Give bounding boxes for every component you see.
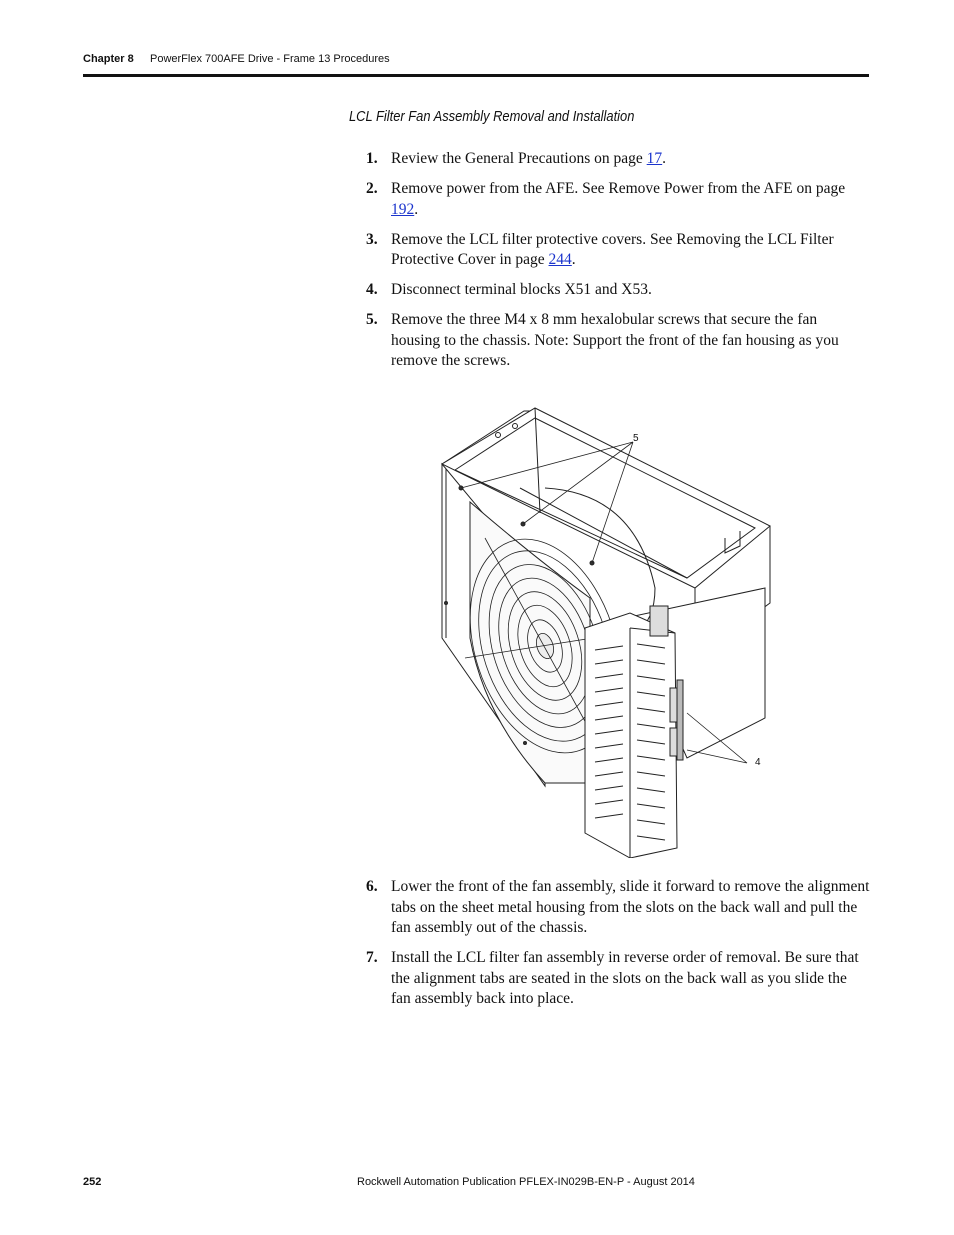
running-header <box>83 53 390 65</box>
step-7 <box>366 948 870 1010</box>
step-number: 5. <box>366 311 378 328</box>
callout-terminal-blocks: 4 <box>755 757 761 768</box>
procedure-steps-after-figure <box>366 877 870 1019</box>
header-rule <box>83 74 869 77</box>
section-title: LCL Filter Fan Assembly Removal and Installation <box>349 108 635 125</box>
publication-info: Rockwell Automation Publication PFLEX-IN029B-EN-P - August 2014 <box>357 1176 695 1188</box>
page-link[interactable]: 17 <box>646 150 663 167</box>
step-number: 3. <box>366 230 378 248</box>
page-number: 252 <box>83 1176 102 1188</box>
step-number: 1. <box>366 150 378 167</box>
callout-screws: 5 <box>633 433 639 444</box>
step-4 <box>366 280 870 301</box>
step-text: Remove the LCL filter protective covers. See Removing the LCL Filter Protective Cover in page <box>391 230 834 268</box>
page-link[interactable]: 244 <box>548 251 572 268</box>
step-text: Remove power from the AFE. See Remove Power from the AFE on page <box>391 180 846 197</box>
step-number: 2. <box>366 180 378 197</box>
step-text: Disconnect terminal blocks X51 and X53. <box>391 281 652 298</box>
step-number: 7. <box>366 949 378 966</box>
step-text: Install the LCL filter fan assembly in reverse order of removal. Be sure that the alignment tabs are seated in the slots on the back wall as you slide the fan assembly back into place. <box>391 949 859 1007</box>
step-1: 1. Review the General Precautions on page 17. <box>366 149 870 170</box>
step-number: 4. <box>366 281 378 298</box>
step-text: Lower the front of the fan assembly, slide it forward to remove the alignment tabs on the sheet metal housing from the slots on the back wall and pull the fan assembly out of the chassis. <box>391 878 870 936</box>
step-6 <box>366 877 870 939</box>
step-text: Remove the three M4 x 8 mm hexalobular screws that secure the fan housing to the chassis. Note: Support the front of the fan housing as you remove the screws. <box>391 311 839 369</box>
page-link[interactable]: 192 <box>391 200 415 218</box>
fan-assembly-illustration <box>425 388 775 858</box>
step-number: 6. <box>366 878 378 895</box>
step-text: Review the General Precautions on page <box>391 150 647 167</box>
step-5 <box>366 310 870 372</box>
step-2: 2. Remove power from the AFE. See Remove Power from the AFE on page 192. <box>366 180 846 218</box>
chapter-title: PowerFlex 700AFE Drive - Frame 13 Procedures <box>150 53 390 65</box>
step-3: 3. Remove the LCL filter protective covers. See Removing the LCL Filter Protective Cover in page 244. <box>366 230 834 268</box>
chapter-label: Chapter 8 <box>83 53 134 65</box>
procedure-steps-before-figure <box>366 149 870 381</box>
